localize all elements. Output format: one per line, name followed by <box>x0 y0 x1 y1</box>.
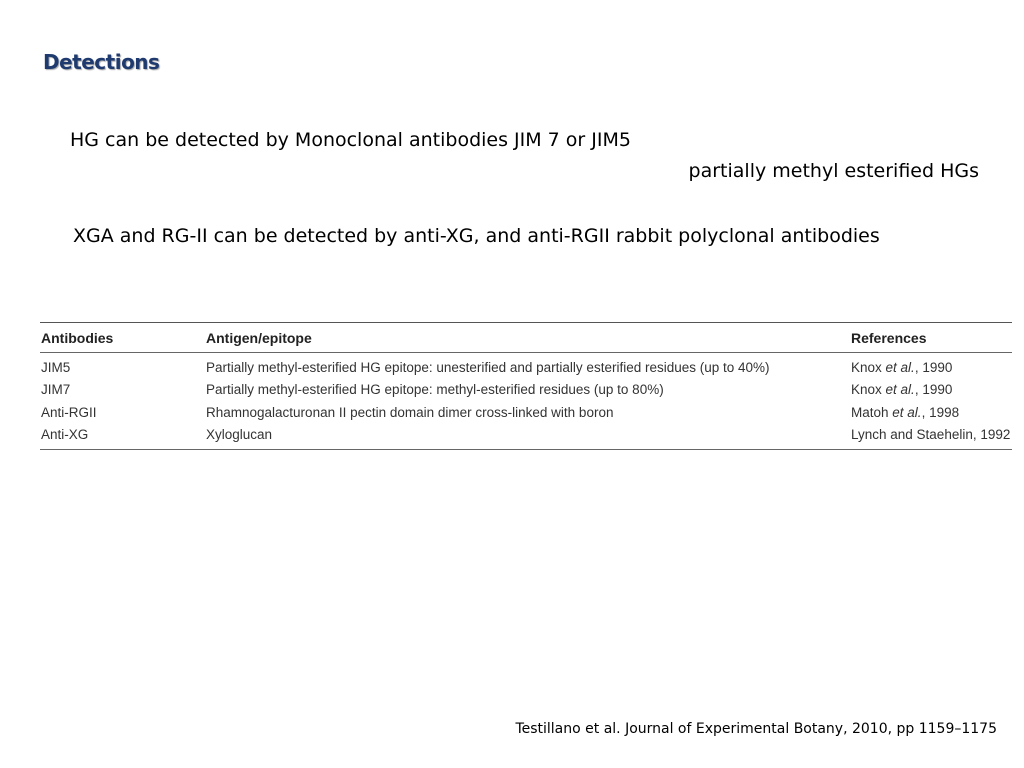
ref-author: Matoh <box>851 404 893 420</box>
cell-antibody: JIM5 <box>41 359 71 375</box>
cell-reference <box>851 427 1012 442</box>
cell-antibody: Anti-XG <box>41 427 89 443</box>
ref-year: , 1990 <box>914 382 953 398</box>
hg-detection-subtext: partially methyl esterified HGs <box>688 160 979 182</box>
table-row <box>40 424 1012 447</box>
cell-antibody: Anti-RGII <box>41 404 97 420</box>
cell-antibody: JIM7 <box>41 382 71 398</box>
ref-etal: et al. <box>885 359 915 375</box>
cell-epitope: Partially methyl-esterified HG epitope: methyl-esterified residues (up to 80%) <box>206 382 664 398</box>
table-header-rule <box>40 352 1012 353</box>
ref-year: , 1990 <box>914 359 953 375</box>
ref-etal: et al. <box>892 404 922 420</box>
cell-epitope: Rhamnogalacturonan II pectin domain dimer cross-linked with boron <box>206 404 614 420</box>
table-row <box>40 356 1012 379</box>
table-bottom-rule <box>40 449 1012 450</box>
header-antibodies: Antibodies <box>41 329 114 346</box>
citation-text: Testillano et al. Journal of Experimental Botany, 2010, pp 1159–1175 <box>515 721 997 737</box>
table-row <box>40 401 1012 424</box>
ref-etal: et al. <box>885 382 915 398</box>
cell-reference <box>851 382 1012 397</box>
table-row <box>40 379 1012 402</box>
ref-author: Lynch and Staehelin, 1992 <box>851 427 1011 443</box>
table-header-row <box>40 323 1012 352</box>
ref-author: Knox <box>851 382 886 398</box>
cell-reference <box>851 405 1012 420</box>
slide-title: Detections <box>43 50 160 74</box>
header-references: References <box>851 329 927 346</box>
header-antigen-epitope: Antigen/epitope <box>206 329 312 346</box>
cell-epitope: Partially methyl-esterified HG epitope: unesterified and partially esterified residues (up to 40%) <box>206 359 770 375</box>
cell-reference <box>851 360 1012 375</box>
cell-epitope: Xyloglucan <box>206 427 273 443</box>
xga-rgii-detection-text: XGA and RG-II can be detected by anti-XG, and anti-RGII rabbit polyclonal antibodies <box>73 225 880 247</box>
ref-author: Knox <box>851 359 886 375</box>
ref-year: , 1998 <box>921 404 960 420</box>
antibody-table <box>40 322 1012 450</box>
hg-detection-text: HG can be detected by Monoclonal antibodies JIM 7 or JIM5 <box>70 129 631 151</box>
